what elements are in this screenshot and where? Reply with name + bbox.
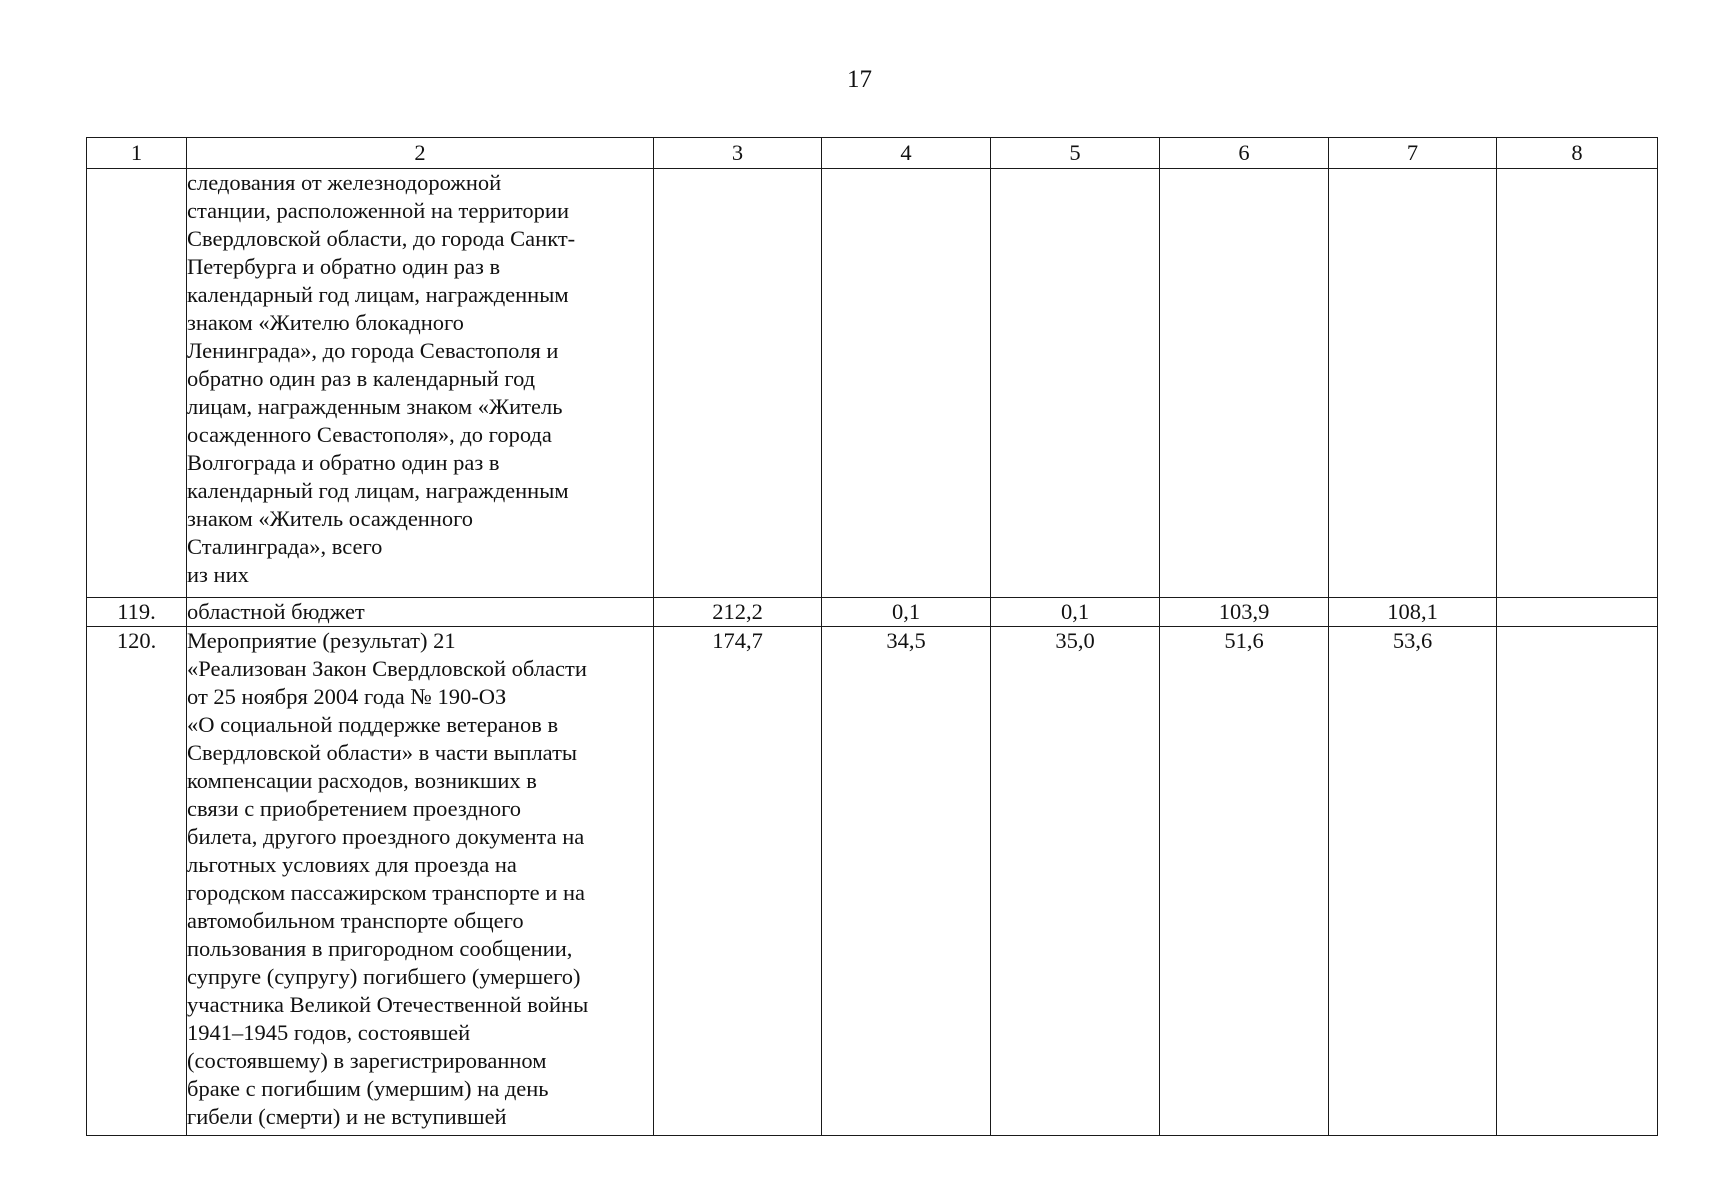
header-col-7: 7 [1329,138,1497,169]
header-row [87,138,1658,169]
table-row-119 [87,598,1658,627]
row-value-col8 [1497,598,1658,627]
row-number: 120. [87,627,187,1136]
row-number: 119. [87,598,187,627]
row-value-col7: 53,6 [1329,627,1497,1136]
header-col-1: 1 [87,138,187,169]
row-value-col3: 212,2 [654,598,822,627]
row-value-col8 [1497,169,1658,598]
row-value-col8 [1497,627,1658,1136]
row-value-col3 [654,169,822,598]
table-row-120 [87,627,1658,1136]
page-number: 17 [847,66,872,93]
row-value-col5: 0,1 [991,598,1160,627]
header-col-5: 5 [991,138,1160,169]
row-value-col7 [1329,169,1497,598]
row-number [87,169,187,598]
row-value-col5 [991,169,1160,598]
row-value-col6: 51,6 [1160,627,1329,1136]
header-col-2: 2 [187,138,654,169]
header-col-8: 8 [1497,138,1658,169]
row-description: областной бюджет [187,598,654,627]
header-col-4: 4 [822,138,991,169]
row-value-col6 [1160,169,1329,598]
budget-table [86,137,1658,1136]
table-row-continuation [87,169,1658,598]
row-description: следования от железнодорожной станции, расположенной на территории Свердловской области, до города Санкт- Петербурга и обратно один раз в календарный год лицам, награжденным знаком «Жителю блокадного Ленинграда», до города Севастополя и обратно один раз в календарный год лицам, награжденным знаком «Житель осажденного Севастополя», до города Волгограда и обратно один раз в календарный год лицам, награжденным знаком «Житель осажденного Сталинграда», всего из них [187,169,654,598]
row-value-col7: 108,1 [1329,598,1497,627]
row-value-col4 [822,169,991,598]
row-value-col6: 103,9 [1160,598,1329,627]
header-col-3: 3 [654,138,822,169]
row-description: Мероприятие (результат) 21 «Реализован Закон Свердловской области от 25 ноября 2004 года № 190-ОЗ «О социальной поддержке ветеранов в Свердловской области» в части выплаты компенсации расходов, возникших в связи с приобретением проездного билета, другого проездного документа на льготных условиях для проезда на городском пассажирском транспорте и на автомобильном транспорте общего пользования в пригородном сообщении, супруге (супругу) погибшего (умершего) участника Великой Отечественной войны 1941–1945 годов, состоявшей (состоявшему) в зарегистрированном браке с погибшим (умершим) на день гибели (смерти) и не вступившей [187,627,654,1136]
header-col-6: 6 [1160,138,1329,169]
row-value-col3: 174,7 [654,627,822,1136]
row-value-col4: 34,5 [822,627,991,1136]
row-value-col5: 35,0 [991,627,1160,1136]
row-value-col4: 0,1 [822,598,991,627]
